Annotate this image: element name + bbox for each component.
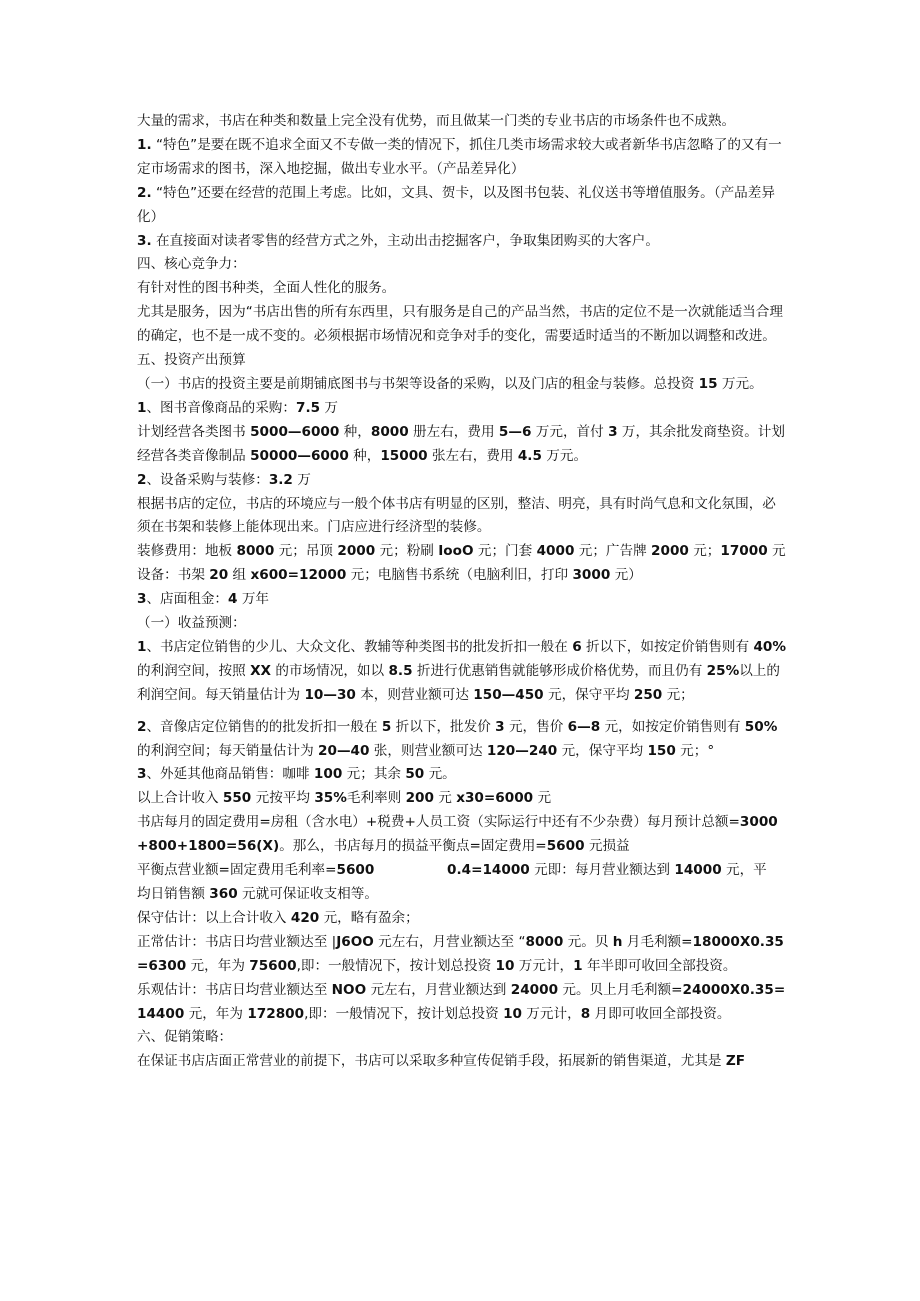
- paragraph: 装修费用：地板 8000 元；吊顶 2000 元；粉刷 IooO 元；门套 4000 元；广告牌 2000 元；17000 元设备：书架 20 组 x600=12000 元；电脑售书系统（电脑利旧，打印 3000 元）: [137, 543, 786, 584]
- paragraph: 在保证书店店面正常营业的前提下，书店可以采取多种宣传促销手段，拓展新的销售渠道，尤其是 ZF: [137, 1053, 746, 1070]
- paragraph: 均日销售额 360 元就可保证收支相等。: [137, 886, 378, 902]
- paragraph-right: 0.4=14000 元即：每月营业额达到 14000 元，平: [447, 862, 767, 879]
- paragraph: 尤其是服务，因为“书店出售的所有东西里，只有服务是自己的产品当然，书店的定位不是一次就能适当合理的确定，也不是一成不变的。必须根据市场情况和竞争对手的变化，需要适时适当的不断加以调整和改进。: [137, 304, 783, 345]
- section-heading: 六、促销策略：: [137, 1029, 233, 1046]
- paragraph: 1. “特色”是要在既不追求全面又不专做一类的情况下，抓住几类市场需求较大或者新华书店忽略了的又有一定市场需求的图书，深入地挖掘，做出专业水平。（产品差异化）: [137, 136, 782, 177]
- paragraph: 书店每月的固定费用=房租（含水电）+税费+人员工资（实际运行中还有不少杂费）每月预计总额=3000+800+1800=56(X)。那么，书店每月的损益平衡点=固定费用=5600 元损益: [137, 814, 778, 855]
- paragraph: 1、书店定位销售的少儿、大众文化、教辅等种类图书的批发折扣一般在 6 折以下，如按定价销售则有 40%的利润空间，按照 XX 的市场情况，如以 8.5 折进行优惠销售就能够形成价格优势，而且仍有 25%以上的利润空间。每天销量估计为 10—30 本，则营业额可达 150—450 元，保守平均 250 元；: [137, 638, 786, 703]
- paragraph: 3、外延其他商品销售：咖啡 100 元；其余 50 元。: [137, 766, 456, 783]
- section-heading: 五、投资产出预算: [137, 352, 246, 369]
- paragraph: （一）书店的投资主要是前期铺底图书与书架等设备的采购，以及门店的租金与装修。总投资 15 万元。: [137, 375, 763, 392]
- paragraph: 3. 在直接面对读者零售的经营方式之外，主动出击挖掘客户，争取集团购买的大客户。: [137, 232, 659, 249]
- paragraph: 计划经营各类图书 5000—6000 种，8000 册左右，费用 5—6 万元，首付 3 万，其余批发商垫资。计划经营各类音像制品 50000—6000 种，15000 张左右，费用 4.5 万元。: [137, 423, 785, 464]
- paragraph-two-column: [137, 859, 787, 883]
- paragraph: 保守估计：以上合计收入 420 元，略有盈余；: [137, 909, 419, 926]
- paragraph: 大量的需求，书店在种类和数量上完全没有优势，而且做某一门类的专业书店的市场条件也不成熟。: [137, 113, 736, 129]
- subheading: 2、设备采购与装修：3.2 万: [137, 471, 311, 488]
- subheading: （一）收益预测：: [137, 615, 246, 632]
- paragraph: 乐观估计：书店日均营业额达至 NOO 元左右，月营业额达到 24000 元。贝上月毛利额=24000X0.35=14400 元，年为 172800,即：一般情况下，按计划总投资 10 万元计，8 月即可收回全部投资。: [137, 981, 786, 1022]
- paragraph: 以上合计收入 550 元按平均 35%毛利率则 200 元 x30=6000 元: [137, 790, 552, 807]
- paragraph: 有针对性的图书种类，全面人性化的服务。: [137, 280, 396, 297]
- paragraph-left: 平衡点营业额=固定费用毛利率=5600: [137, 862, 375, 879]
- paragraph: 根据书店的定位，书店的环境应与一般个体书店有明显的区别，整洁、明亮，具有时尚气息和文化氛围，必须在书架和装修上能体现出来。门店应进行经济型的装修。: [137, 495, 776, 536]
- section-heading: 四、核心竞争力：: [137, 256, 246, 273]
- subheading: 1、图书音像商品的采购：7.5 万: [137, 399, 339, 416]
- document-page: [137, 110, 787, 1074]
- paragraph: 正常估计：书店日均营业额达至 |J6OO 元左右，月营业额达至 “8000 元。贝 h 月毛利额=18000X0.35=6300 元，年为 75600,即：一般情况下，按计划总投资 10 万元计，1 年半即可收回全部投资。: [137, 933, 784, 974]
- paragraph: 2. “特色”还要在经营的范围上考虑。比如，文具、贺卡，以及图书包装、礼仪送书等增值服务。（产品差异化）: [137, 184, 775, 225]
- paragraph: 2、音像店定位销售的的批发折扣一般在 5 折以下，批发价 3 元，售价 6—8 元，如按定价销售则有 50%的利润空间；每天销量估计为 20—40 张，则营业额可达 120—240 元，保守平均 150 元；°: [137, 718, 778, 759]
- subheading: 3、店面租金：4 万年: [137, 591, 270, 608]
